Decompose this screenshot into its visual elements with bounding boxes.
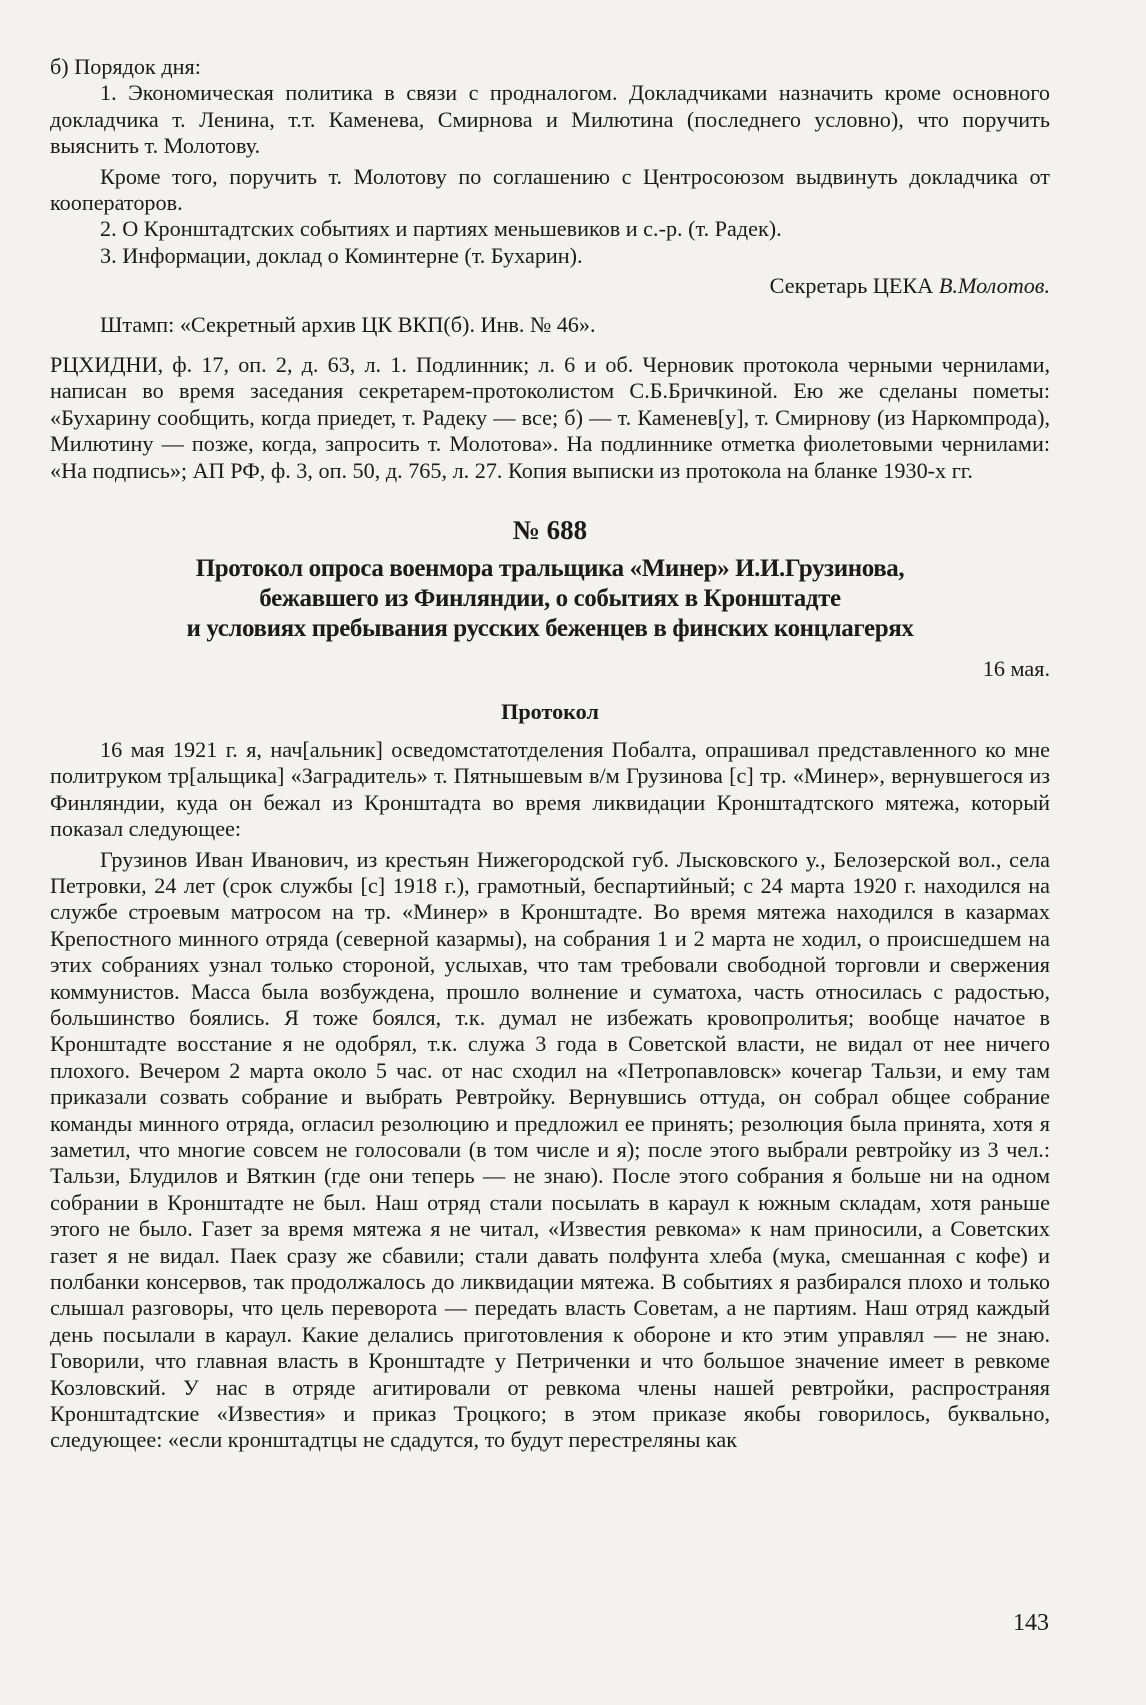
document-page — [50, 54, 1050, 1454]
agenda-heading: б) Порядок дня: — [50, 54, 201, 79]
agenda-item-3: 3. Информации, доклад о Коминтерне (т. Бухарин). — [100, 242, 583, 268]
document-number: № 688 — [512, 515, 588, 546]
source-note: РЦХИДНИ, ф. 17, оп. 2, д. 63, л. 1. Подлинник; л. 6 и об. Черновик протокола черными чернилами, написан во время заседания секретарем-протоколистом С.Б.Бричкиной. Ею же сделаны пометы: «Бухарину сообщить, когда приедет, т. Радеку — все; б) — т. Каменев[у], т. Смирнову (из Наркомпрода), Милютину — позже, когда, запросить т. Молотова». На подлиннике отметка фиолетовыми чернилами: «На подпись»; АП РФ, ф. 3, оп. 50, д. 765, л. 27. Копия выписки из протокола на бланке 1930-х гг. — [50, 352, 1050, 483]
signature-role: Секретарь ЦЕКА — [769, 273, 934, 299]
signature-name: В.Молотов. — [938, 273, 1050, 299]
stamp-note: Штамп: «Секретный архив ЦК ВКП(б). Инв. № 46». — [100, 311, 596, 337]
paragraph-testimony: Грузинов Иван Иванович, из крестьян Нижегородской губ. Лысковского у., Белозерской вол., села Петровки, 24 лет (срок службы [с] 1918 г.), грамотный, беспартийный; с 24 марта 1920 г. находился на службе строевым матросом на тр. «Минер» в Кронштадте. Во время мятежа находился в казармах Крепостного минного отряда (северной казармы), на собрания 1 и 2 марта не ходил, о происшедшем на этих собраниях узнал только стороной, услыхав, что там требовали свободной торговли и свержения коммунистов. Масса была возбуждена, прошло волнение и суматоха, часть относилась с радостью, большинство боялись. Я тоже боялся, т.к. думал не избежать кровопролитья; вообще начатое в Кронштадте восстание я не одобрял, т.к. служа 3 года в Советской власти, не видал от нее ничего плохого. Вечером 2 марта около 5 час. от нас сходил на «Петропавловск» кочегар Тальзи, и ему там приказали созвать собрание и выбрать Ревтройку. Вернувшись оттуда, он собрал общее собрание команды минного отряда, огласил резолюцию и предложил ее принять; резолюция была принята, хотя я заметил, что многие совсем не голосовали (в том числе и я); после этого выбрали ревтройку из 3 чел.: Тальзи, Блудилов и Вяткин (где они теперь — не знаю). После этого собрания я больше ни на одном собрании в Кронштадте не был. Наш отряд стали посылать в караул к южным складам, хотя раньше этого не было. Газет за время мятежа я не читал, «Известия ревкома» к нам приносили, а Советских газет я не видал. Паек сразу же сбавили; стали давать полфунта хлеба (мука, смешанная с кофе) и полбанки консервов, так продолжалось до ликвидации мятежа. В событиях я разбирался плохо и только слышал разговоры, что цель переворота — передать власть Советам, а не партиям. Наш отряд каждый день посылали в караул. Какие делались приготовления к обороне и кто этим управлял — не знаю. Говорили, что главная власть в Кронштадте у Петриченки и что большое значение имеет в ревкоме Козловский. У нас в отряде агитировали от ревкома члены нашей ревтройки, распространяя Кронштадтские «Известия» и приказ Троцкого; в этом приказе якобы говорилось, буквально, следующее: «если кронштадтцы не сдадутся, то будут перестреляны как — [50, 846, 1050, 1453]
signature-line — [50, 273, 1050, 299]
page-number: 143 — [1013, 1610, 1049, 1636]
paragraph-intro: 16 мая 1921 г. я, нач[альник] осведомстатотделения Побалта, опрашивал представленного ко мне политруком тр[альщика] «Заградитель» т. Пятнышевым в/м Грузинова [с] тр. «Минер», вернувшегося из Финляндии, куда он бежал из Кронштадта во время ликвидации Кронштадтского мятежа, который показал следующее: — [50, 736, 1050, 842]
protocol-heading: Протокол — [501, 698, 599, 724]
agenda-item-1: 1. Экономическая политика в связи с продналогом. Докладчиками назначить кроме основного докладчика т. Ленина, т.т. Каменева, Смирнова и Милютина (последнего условно), что поручить выяснить т. Молотову. — [50, 80, 1050, 159]
title-line: и условиях пребывания русских беженцев в финских концлагерях — [186, 615, 914, 643]
title-line: Протокол опроса военмора тральщика «Минер» И.И.Грузинова, — [195, 555, 905, 583]
document-title — [50, 554, 1050, 644]
document-date: 16 мая. — [982, 656, 1050, 682]
title-line: бежавшего из Финляндии, о событиях в Кронштадте — [259, 585, 841, 613]
agenda-item-1-extra: Кроме того, поручить т. Молотову по соглашению с Центросоюзом выдвинуть докладчика от кооператоров. — [50, 163, 1050, 216]
agenda-item-2: 2. О Кронштадтских событиях и партиях меньшевиков и с.-р. (т. Радек). — [100, 216, 782, 242]
